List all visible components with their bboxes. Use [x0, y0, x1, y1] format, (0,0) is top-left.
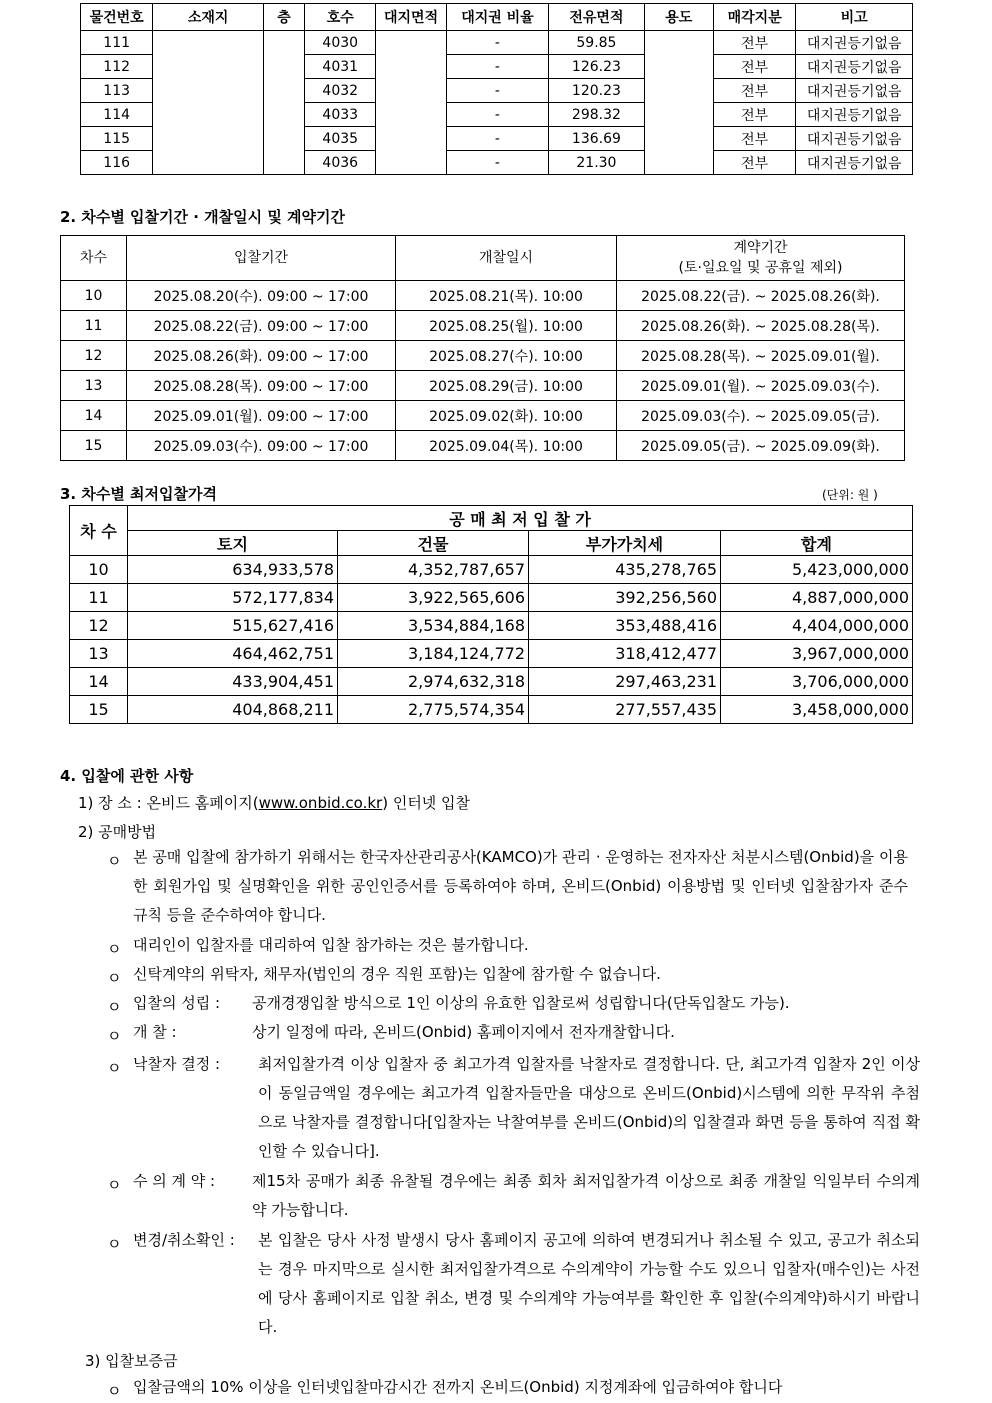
building-price: 3,534,884,168 [338, 612, 529, 640]
table-row [61, 341, 905, 371]
remark: 대지권등기없음 [796, 151, 913, 175]
unit-no: 4033 [305, 103, 376, 127]
item-no: 115 [81, 127, 153, 151]
round: 13 [70, 640, 128, 668]
bullet-icon: ㅇ [107, 1176, 122, 1194]
method-item-8: 본 입찰은 당사 사정 발생시 당사 홈페이지 공고에 의하여 변경되거나 취소될 수 있고, 공고가 취소되는 경우 마지막으로 실시한 최저입찰가격으로 수의계약이 가능할 수도 있으니 입찰자(매수인)는 사전에 당사 홈페이지로 입찰 취소, 변경 및 수의계약 가능여부를 확인한 후 입찰(수의계약)하시기 바랍니다. [258, 1231, 920, 1336]
contract-label: 계약기간 [733, 240, 788, 256]
unit-label: (단위: 원 ) [822, 488, 878, 502]
bullet-icon: ㅇ [107, 1382, 122, 1400]
col-header: 매각지분 [713, 4, 795, 31]
table-row [70, 668, 913, 696]
section-4-title: 4. 입찰에 관한 사항 [60, 767, 194, 785]
opening-time: 2025.08.27(수). 10:00 [396, 341, 617, 371]
bid-period: 2025.09.01(월). 09:00 ~ 17:00 [127, 401, 396, 431]
sale-share: 전부 [713, 151, 795, 175]
total-price: 3,706,000,000 [721, 668, 913, 696]
bid-period: 2025.09.03(수). 09:00 ~ 17:00 [127, 431, 396, 461]
contract-note: (토·일요일 및 공휴일 제외) [678, 260, 843, 276]
opening-time: 2025.09.02(화). 10:00 [396, 401, 617, 431]
land-ratio: - [446, 55, 548, 79]
land-area-cell [376, 31, 446, 175]
min-price-header [70, 506, 913, 531]
bid-period: 2025.08.26(화). 09:00 ~ 17:00 [127, 341, 396, 371]
remark: 대지권등기없음 [796, 127, 913, 151]
vat-price: 353,488,416 [529, 612, 721, 640]
contract-period: 2025.09.05(금). ~ 2025.09.09(화). [617, 431, 905, 461]
total-price: 3,458,000,000 [721, 696, 913, 724]
method-item-3: 신탁계약의 위탁자, 채무자(법인의 경우 직원 포함)는 입찰에 참가할 수 없습니다. [133, 965, 661, 983]
round: 14 [61, 401, 127, 431]
round: 12 [70, 612, 128, 640]
col-header: 입찰기간 [127, 236, 396, 281]
bullet-icon: ㅇ [107, 1027, 122, 1045]
contract-period: 2025.09.01(월). ~ 2025.09.03(수). [617, 371, 905, 401]
land-price: 464,462,751 [128, 640, 338, 668]
col-header: 부가가치세 [529, 531, 721, 556]
col-header: 소재지 [153, 4, 264, 31]
land-ratio: - [446, 103, 548, 127]
table-row [61, 281, 905, 311]
method-item-4: 공개경쟁입찰 방식으로 1인 이상의 유효한 입찰로써 성립합니다(단독입찰도 가능). [252, 994, 790, 1012]
table-row [70, 556, 913, 584]
min-price-subheader [70, 531, 913, 556]
col-header: 용도 [644, 4, 713, 31]
land-ratio: - [446, 151, 548, 175]
land-price: 634,933,578 [128, 556, 338, 584]
bullet-icon: ㅇ [107, 852, 122, 870]
opening-time: 2025.08.21(목). 10:00 [396, 281, 617, 311]
contract-period: 2025.08.26(화). ~ 2025.08.28(목). [617, 311, 905, 341]
round: 10 [70, 556, 128, 584]
col-header: 토지 [128, 531, 338, 556]
table-row [70, 696, 913, 724]
round: 13 [61, 371, 127, 401]
building-price: 3,922,565,606 [338, 584, 529, 612]
table-row [61, 371, 905, 401]
section-2-title: 2. 차수별 입찰기간 · 개찰일시 및 계약기간 [60, 208, 346, 226]
col-header: 개찰일시 [396, 236, 617, 281]
col-group-header: 공 매 최 저 입 찰 가 [128, 506, 913, 531]
method-item-2: 대리인이 입찰자를 대리하여 입찰 참가하는 것은 불가합니다. [133, 936, 529, 954]
method-item-4-label: 입찰의 성립 : [133, 994, 221, 1012]
remark: 대지권등기없음 [796, 79, 913, 103]
schedule-table [60, 235, 905, 461]
opening-time: 2025.09.04(목). 10:00 [396, 431, 617, 461]
item-no: 112 [81, 55, 153, 79]
contract-period: 2025.09.03(수). ~ 2025.09.05(금). [617, 401, 905, 431]
remark: 대지권등기없음 [796, 55, 913, 79]
land-ratio: - [446, 31, 548, 55]
method-item-7: 제15차 공매가 최종 유찰될 경우에는 최종 회차 최저입찰가격 이상으로 최종 개찰일 익일부터 수의계약 가능합니다. [252, 1172, 920, 1219]
bid-place [78, 792, 470, 813]
round: 14 [70, 668, 128, 696]
method-item-6: 최저입찰가격 이상 입찰자 중 최고가격 입찰자를 낙찰자로 결정합니다. 단, 최고가격 입찰자 2인 이상이 동일금액일 경우에는 최고가격 입찰자들만을 대상으로 온비드(Onbid)시스템에 의한 무작위 추첨으로 낙찰자를 결정합니다[입찰자는 낙찰여부를 온비드(Onbid)의 입찰결과 화면 등을 통하여 직접 확인할 수 있습니다]. [258, 1055, 920, 1160]
land-ratio: - [446, 79, 548, 103]
unit-no: 4036 [305, 151, 376, 175]
land-ratio: - [446, 127, 548, 151]
sale-share: 전부 [713, 79, 795, 103]
bullet-icon: ㅇ [107, 969, 122, 987]
land-price: 404,868,211 [128, 696, 338, 724]
contract-period: 2025.08.22(금). ~ 2025.08.26(화). [617, 281, 905, 311]
col-header: 층 [263, 4, 304, 31]
table-row [81, 31, 913, 55]
bid-period: 2025.08.22(금). 09:00 ~ 17:00 [127, 311, 396, 341]
col-header: 건물 [338, 531, 529, 556]
unit-no: 4035 [305, 127, 376, 151]
item-no: 114 [81, 103, 153, 127]
method-item-5-label: 개 찰 : [133, 1023, 177, 1041]
round: 15 [70, 696, 128, 724]
bullet-icon: ㅇ [107, 998, 122, 1016]
bullet-icon: ㅇ [107, 1235, 122, 1253]
vat-price: 318,412,477 [529, 640, 721, 668]
sale-share: 전부 [713, 103, 795, 127]
land-price: 433,904,451 [128, 668, 338, 696]
building-price: 2,775,574,354 [338, 696, 529, 724]
land-price: 572,177,834 [128, 584, 338, 612]
table-row [61, 431, 905, 461]
remark: 대지권등기없음 [796, 31, 913, 55]
table-row [70, 612, 913, 640]
bid-period: 2025.08.20(수). 09:00 ~ 17:00 [127, 281, 396, 311]
col-header: 대지권 비율 [446, 4, 548, 31]
vat-price: 297,463,231 [529, 668, 721, 696]
item-no: 111 [81, 31, 153, 55]
total-price: 4,887,000,000 [721, 584, 913, 612]
round: 11 [70, 584, 128, 612]
col-header: 합계 [721, 531, 913, 556]
bullet-icon: ㅇ [107, 940, 122, 958]
method-item-1: 본 공매 입찰에 참가하기 위해서는 한국자산관리공사(KAMCO)가 관리 · 운영하는 전자자산 처분시스템(Onbid)을 이용한 회원가입 및 실명확인을 위한 공인인증서를 등록하여야 하며, 온비드(Onbid) 이용방법 및 인터넷 입찰참가자 준수규칙 등을 준수하여야 합니다. [133, 848, 908, 924]
method-item-5: 상기 일정에 따라, 온비드(Onbid) 홈페이지에서 전자개찰합니다. [252, 1023, 675, 1041]
vat-price: 277,557,435 [529, 696, 721, 724]
opening-time: 2025.08.25(월). 10:00 [396, 311, 617, 341]
exclusive-area: 298.32 [549, 103, 644, 127]
item-no: 113 [81, 79, 153, 103]
property-table [80, 3, 913, 175]
property-table-header [81, 4, 913, 31]
unit-no: 4032 [305, 79, 376, 103]
col-header: 차수 [61, 236, 127, 281]
exclusive-area: 59.85 [549, 31, 644, 55]
sale-share: 전부 [713, 55, 795, 79]
total-price: 3,967,000,000 [721, 640, 913, 668]
min-price-table [69, 505, 913, 724]
unit-no: 4031 [305, 55, 376, 79]
col-header: 물건번호 [81, 4, 153, 31]
method-item-6-label: 낙찰자 결정 : [133, 1055, 221, 1073]
vat-price: 435,278,765 [529, 556, 721, 584]
bid-place-suffix: ) 인터넷 입찰 [382, 794, 471, 812]
col-header: 호수 [305, 4, 376, 31]
building-price: 2,974,632,318 [338, 668, 529, 696]
bullet-icon: ㅇ [107, 1059, 122, 1077]
table-row [61, 311, 905, 341]
land-price: 515,627,416 [128, 612, 338, 640]
table-row [61, 401, 905, 431]
method-label: 2) 공매방법 [78, 823, 157, 841]
deposit-item: 입찰금액의 10% 이상을 인터넷입찰마감시간 전까지 온비드(Onbid) 지정계좌에 입금하여야 합니다 [133, 1378, 783, 1396]
location-cell [153, 31, 264, 175]
total-price: 4,404,000,000 [721, 612, 913, 640]
sale-share: 전부 [713, 31, 795, 55]
table-row [70, 584, 913, 612]
col-header-contract [617, 236, 905, 281]
schedule-table-header [61, 236, 905, 281]
deposit-label: 3) 입찰보증금 [85, 1352, 178, 1370]
col-header: 차 수 [70, 506, 128, 556]
contract-period: 2025.08.28(목). ~ 2025.09.01(월). [617, 341, 905, 371]
usage-cell [644, 31, 713, 175]
round: 15 [61, 431, 127, 461]
unit-no: 4030 [305, 31, 376, 55]
opening-time: 2025.08.29(금). 10:00 [396, 371, 617, 401]
round: 10 [61, 281, 127, 311]
round: 12 [61, 341, 127, 371]
item-no: 116 [81, 151, 153, 175]
exclusive-area: 126.23 [549, 55, 644, 79]
round: 11 [61, 311, 127, 341]
bid-place-label: 1) 장 소 : 온비드 홈페이지( [78, 794, 259, 812]
exclusive-area: 21.30 [549, 151, 644, 175]
vat-price: 392,256,560 [529, 584, 721, 612]
exclusive-area: 136.69 [549, 127, 644, 151]
sale-share: 전부 [713, 127, 795, 151]
method-item-7-label: 수 의 계 약 : [133, 1172, 216, 1190]
onbid-link[interactable]: www.onbid.co.kr [258, 794, 383, 812]
bid-period: 2025.08.28(목). 09:00 ~ 17:00 [127, 371, 396, 401]
section-3-title: 3. 차수별 최저입찰가격 [60, 485, 217, 503]
total-price: 5,423,000,000 [721, 556, 913, 584]
building-price: 4,352,787,657 [338, 556, 529, 584]
remark: 대지권등기없음 [796, 103, 913, 127]
exclusive-area: 120.23 [549, 79, 644, 103]
floor-cell [263, 31, 304, 175]
building-price: 3,184,124,772 [338, 640, 529, 668]
col-header: 전유면적 [549, 4, 644, 31]
table-row [70, 640, 913, 668]
col-header: 대지면적 [376, 4, 446, 31]
method-item-8-label: 변경/취소확인 : [133, 1231, 235, 1249]
col-header: 비고 [796, 4, 913, 31]
